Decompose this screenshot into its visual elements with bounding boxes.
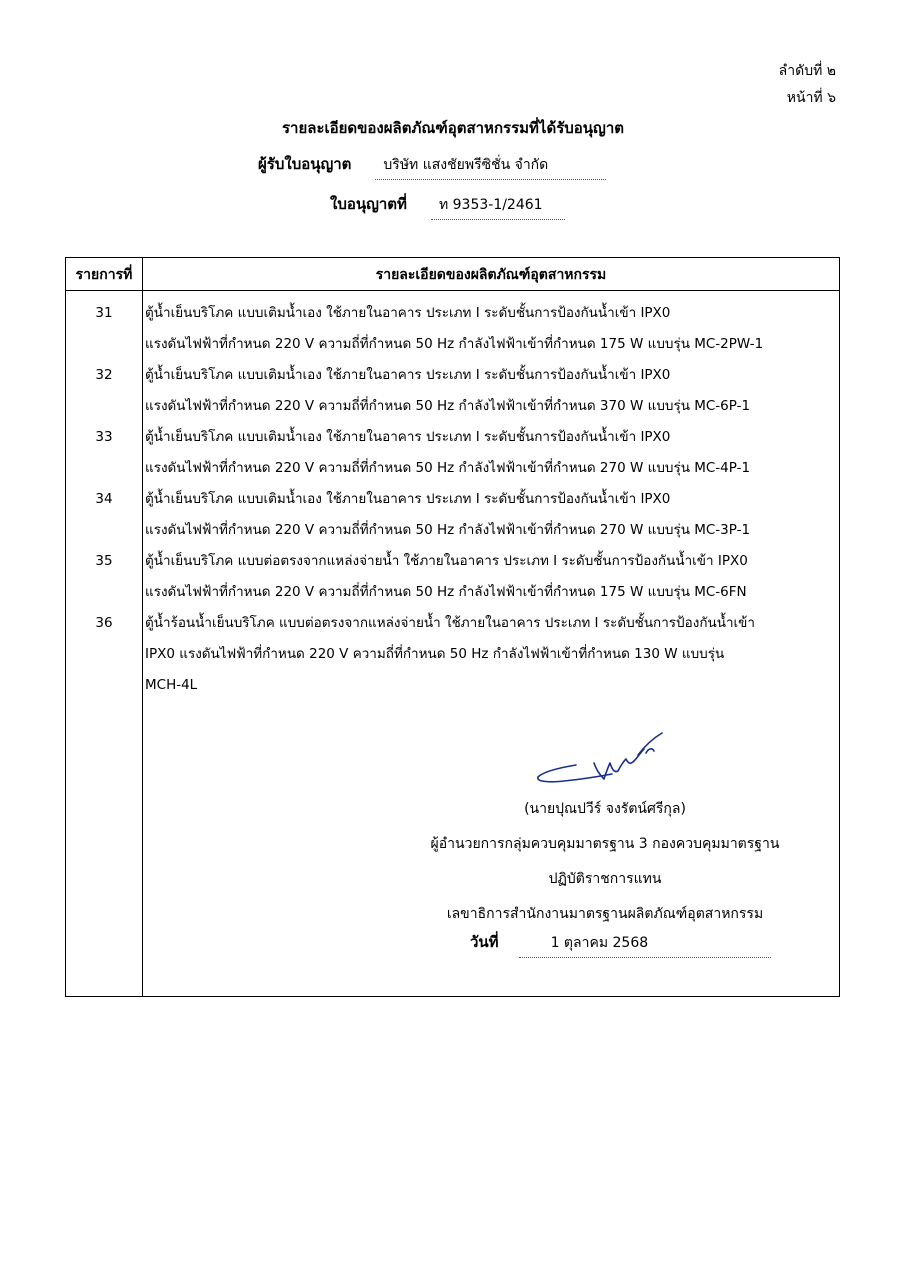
item-description	[142, 360, 839, 422]
description-line: ตู้น้ำร้อนน้ำเย็นบริโภค แบบต่อตรงจากแหล่งจ่ายน้ำ ใช้ภายในอาคาร ประเภท I ระดับชั้นการป้องกันน้ำเข้า	[145, 615, 755, 631]
license-holder-row	[258, 152, 606, 180]
item-description	[142, 546, 839, 608]
date-value: 1 ตุลาคม 2568	[519, 932, 771, 958]
column-header-item-no: รายการที่	[75, 267, 133, 283]
header-divider	[66, 290, 839, 291]
signatory-on-behalf-of: เลขาธิการสำนักงานมาตรฐานผลิตภัณฑ์อุตสาหกรรม	[446, 906, 764, 922]
description-line: แรงดันไฟฟ้าที่กำหนด 220 V ความถี่ที่กำหนด 50 Hz กำลังไฟฟ้าเข้าที่กำหนด 175 W แบบรุ่น MC-2PW-1	[145, 336, 764, 352]
item-description	[142, 298, 839, 360]
description-line: ตู้น้ำเย็นบริโภค แบบเติมน้ำเอง ใช้ภายในอาคาร ประเภท I ระดับชั้นการป้องกันน้ำเข้า IPX0	[145, 429, 671, 445]
item-description	[142, 422, 839, 484]
item-number: 34	[95, 491, 113, 507]
license-number-label: ใบอนุญาตที่	[330, 195, 407, 213]
description-line: แรงดันไฟฟ้าที่กำหนด 220 V ความถี่ที่กำหนด 50 Hz กำลังไฟฟ้าเข้าที่กำหนด 370 W แบบรุ่น MC-6P-1	[145, 398, 751, 414]
document-title: รายละเอียดของผลิตภัณฑ์อุตสาหกรรมที่ได้รับอนุญาต	[281, 119, 624, 137]
description-line: ตู้น้ำเย็นบริโภค แบบเติมน้ำเอง ใช้ภายในอาคาร ประเภท I ระดับชั้นการป้องกันน้ำเข้า IPX0	[145, 305, 671, 321]
license-holder-value: บริษัท แสงชัยพรีซิชั่น จำกัด	[375, 154, 606, 180]
license-holder-label: ผู้รับใบอนุญาต	[258, 155, 352, 173]
item-description	[142, 484, 839, 546]
table-row	[66, 422, 839, 484]
table-row	[66, 608, 839, 701]
license-number-row	[330, 192, 565, 220]
description-line: ตู้น้ำเย็นบริโภค แบบเติมน้ำเอง ใช้ภายในอาคาร ประเภท I ระดับชั้นการป้องกันน้ำเข้า IPX0	[145, 491, 671, 507]
page-meta	[779, 58, 836, 112]
sequence-number: ลำดับที่ ๒	[778, 63, 836, 79]
column-header-description: รายละเอียดของผลิตภัณฑ์อุตสาหกรรม	[375, 267, 607, 283]
description-line: MCH-4L	[145, 677, 198, 693]
signatory-name: (นายปุณปวีร์ จงรัตน์ศรีกุล)	[524, 801, 686, 817]
date-label: วันที่	[470, 933, 499, 951]
signatory-position: ผู้อำนวยการกลุ่มควบคุมมาตรฐาน 3 กองควบคุมมาตรฐาน	[430, 836, 780, 852]
description-line: แรงดันไฟฟ้าที่กำหนด 220 V ความถี่ที่กำหนด 50 Hz กำลังไฟฟ้าเข้าที่กำหนด 270 W แบบรุ่น MC-4P-1	[145, 460, 751, 476]
item-description	[142, 608, 839, 701]
page-number: หน้าที่ ๖	[786, 90, 836, 106]
product-list	[66, 298, 839, 701]
signatory-block	[380, 792, 830, 932]
item-number: 32	[95, 367, 113, 383]
description-line: ตู้น้ำเย็นบริโภค แบบต่อตรงจากแหล่งจ่ายน้ำ ใช้ภายในอาคาร ประเภท I ระดับชั้นการป้องกันน้ำเข้า IPX0	[145, 553, 748, 569]
item-number: 33	[95, 429, 113, 445]
table-row	[66, 484, 839, 546]
license-number-value: ท 9353-1/2461	[431, 194, 565, 220]
description-line: ตู้น้ำเย็นบริโภค แบบเติมน้ำเอง ใช้ภายในอาคาร ประเภท I ระดับชั้นการป้องกันน้ำเข้า IPX0	[145, 367, 671, 383]
item-number: 36	[95, 615, 113, 631]
table-row	[66, 360, 839, 422]
date-row	[470, 930, 771, 958]
signatory-acting: ปฏิบัติราชการแทน	[548, 871, 662, 887]
description-line: IPX0 แรงดันไฟฟ้าที่กำหนด 220 V ความถี่ที่กำหนด 50 Hz กำลังไฟฟ้าเข้าที่กำหนด 130 W แบบรุ่น	[145, 646, 725, 662]
table-row	[66, 298, 839, 360]
description-line: แรงดันไฟฟ้าที่กำหนด 220 V ความถี่ที่กำหนด 50 Hz กำลังไฟฟ้าเข้าที่กำหนด 175 W แบบรุ่น MC-6FN	[145, 584, 747, 600]
table-row	[66, 546, 839, 608]
signature-image	[534, 725, 684, 790]
item-number: 31	[95, 305, 113, 321]
item-number: 35	[95, 553, 113, 569]
description-line: แรงดันไฟฟ้าที่กำหนด 220 V ความถี่ที่กำหนด 50 Hz กำลังไฟฟ้าเข้าที่กำหนด 270 W แบบรุ่น MC-3P-1	[145, 522, 751, 538]
